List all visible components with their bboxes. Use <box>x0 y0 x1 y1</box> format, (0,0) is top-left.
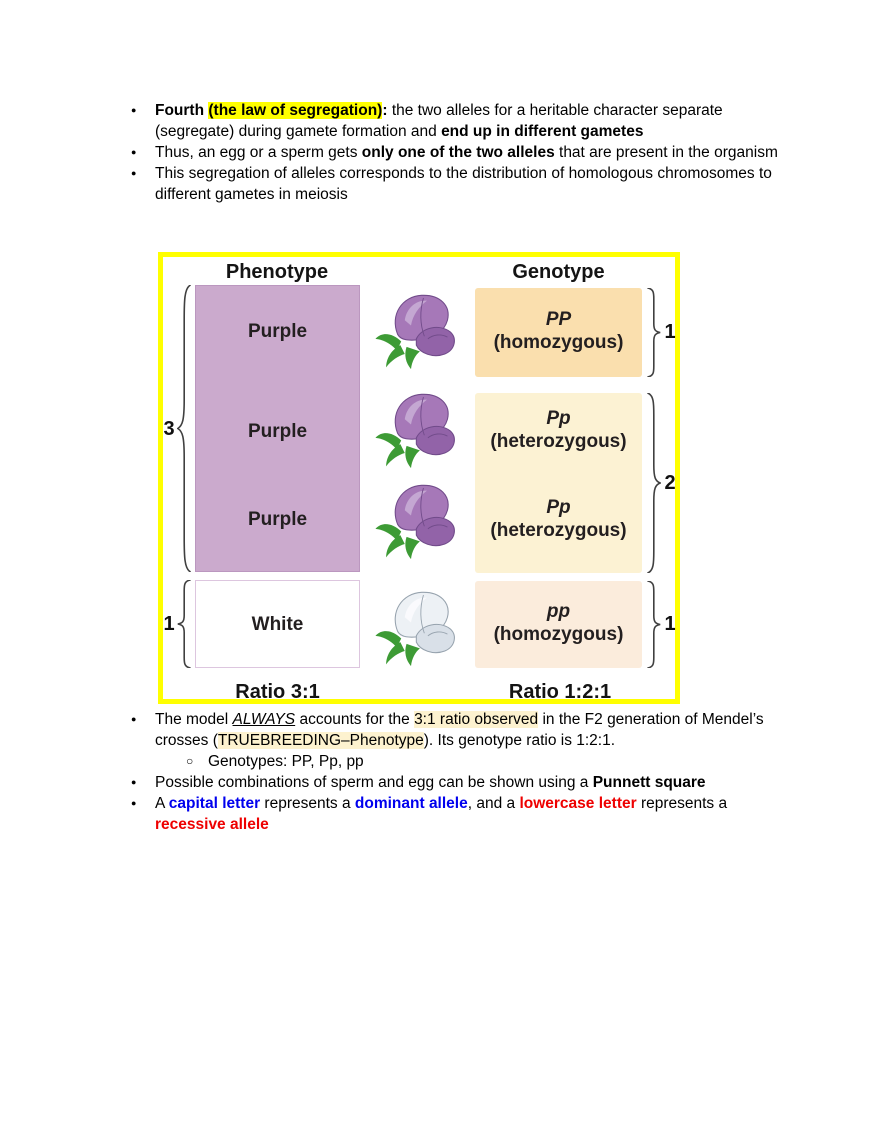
text-run: TRUEBREEDING–Phenotype <box>217 732 424 749</box>
text-run: The model <box>155 711 233 728</box>
zygosity-label: (heterozygous) <box>490 520 627 541</box>
phenotype-column-header: Phenotype <box>225 261 329 283</box>
list-item <box>131 163 791 205</box>
genotype-box-Pp <box>475 393 642 573</box>
allele-label: pp <box>546 601 571 622</box>
zygosity-label: (homozygous) <box>493 624 624 645</box>
phenotype-ratio-caption: Ratio 3:1 <box>235 681 320 703</box>
sub-bullet-icon: ○ <box>186 754 194 768</box>
text-run: (the law of segregation) <box>208 102 383 119</box>
text-run: 3:1 ratio observed <box>414 711 539 728</box>
purple-flower-illustration <box>373 290 465 370</box>
right-brace-PP <box>645 288 661 377</box>
text-run: the two alleles for a heritable character separate (segregate) during gamete formation and <box>155 102 723 140</box>
allele-label: Pp <box>546 408 571 429</box>
text-run: Genotypes: PP, Pp, pp <box>208 753 364 770</box>
list-item <box>131 793 791 835</box>
bullet-icon: ● <box>131 147 137 157</box>
list-item <box>131 709 791 751</box>
purple-flower-illustration <box>373 389 465 469</box>
phenotype-purple-box <box>195 285 360 572</box>
paragraph-genotypes <box>208 751 364 772</box>
left-brace-purple <box>177 285 193 572</box>
paragraph-allele-letters <box>155 793 785 835</box>
right-brace-Pp <box>645 393 661 573</box>
text-run: ALWAYS <box>232 711 296 728</box>
genotype-column-header: Genotype <box>512 261 605 283</box>
purple-label: Purple <box>247 421 308 442</box>
text-run: Possible combinations of sperm and egg can be shown using a <box>155 774 593 791</box>
text-run: that are present in the organism <box>554 144 778 161</box>
list-item <box>131 772 791 793</box>
genotype-Pp-count: 2 <box>664 472 676 494</box>
genotype-PP-count: 1 <box>664 321 676 343</box>
allele-label: PP <box>545 309 572 330</box>
zygosity-label: (heterozygous) <box>490 431 627 452</box>
text-run: A <box>155 795 169 812</box>
paragraph-model-always <box>155 709 785 751</box>
text-run: lowercase letter <box>519 795 637 812</box>
list-item <box>131 100 791 142</box>
text-run: capital letter <box>168 795 261 812</box>
phenotype-genotype-ratio-diagram <box>158 252 680 704</box>
bullet-icon: ● <box>131 777 137 787</box>
text-run: Thus, an egg or a sperm gets <box>155 144 362 161</box>
genotype-box-pp <box>475 581 642 668</box>
text-run: accounts for the <box>295 711 415 728</box>
bullet-icon: ● <box>131 168 137 178</box>
genotype-pp-count: 1 <box>664 613 676 635</box>
zygosity-label: (homozygous) <box>493 332 624 353</box>
phenotype-white-count: 1 <box>163 613 175 635</box>
text-run: : <box>382 102 388 119</box>
purple-label: Purple <box>247 509 308 530</box>
bullet-icon: ● <box>131 714 137 724</box>
text-run: This segregation of alleles corresponds to the distribution of homologous chromosomes to different gametes in meiosis <box>155 165 772 203</box>
text-run: end up in different gametes <box>441 123 644 140</box>
paragraph-segregation-meiosis <box>155 163 785 205</box>
text-run: ). Its genotype ratio is 1:2:1. <box>423 732 616 749</box>
text-run: dominant allele <box>354 795 468 812</box>
allele-label: Pp <box>546 497 571 518</box>
sub-list-item <box>131 751 791 772</box>
bullet-list-top <box>131 100 791 205</box>
paragraph-law-of-segregation <box>155 100 785 142</box>
phenotype-purple-count: 3 <box>163 418 175 440</box>
genotype-ratio-caption: Ratio 1:2:1 <box>508 681 612 703</box>
text-run: represents a <box>636 795 728 812</box>
paragraph-punnett-square <box>155 772 706 793</box>
phenotype-white-box <box>195 580 360 668</box>
purple-label: Purple <box>247 321 308 342</box>
text-run: recessive allele <box>155 816 269 833</box>
white-flower-illustration <box>373 587 465 667</box>
text-run: Fourth <box>155 102 209 119</box>
white-label: White <box>251 614 304 635</box>
purple-flower-illustration <box>373 480 465 560</box>
list-item <box>131 142 791 163</box>
bullet-icon: ● <box>131 798 137 808</box>
text-run: only one of the two alleles <box>361 144 555 161</box>
genotype-box-PP <box>475 288 642 377</box>
paragraph-egg-or-sperm <box>155 142 778 163</box>
left-brace-white <box>177 580 193 668</box>
bullet-list-bottom <box>131 709 791 835</box>
text-run: represents a <box>260 795 355 812</box>
text-run: Punnett square <box>592 774 706 791</box>
text-run: in the F2 generation of Mendel’s crosses ( <box>155 711 764 749</box>
right-brace-pp <box>645 581 661 668</box>
bullet-icon: ● <box>131 105 137 115</box>
text-run: , and a <box>467 795 520 812</box>
